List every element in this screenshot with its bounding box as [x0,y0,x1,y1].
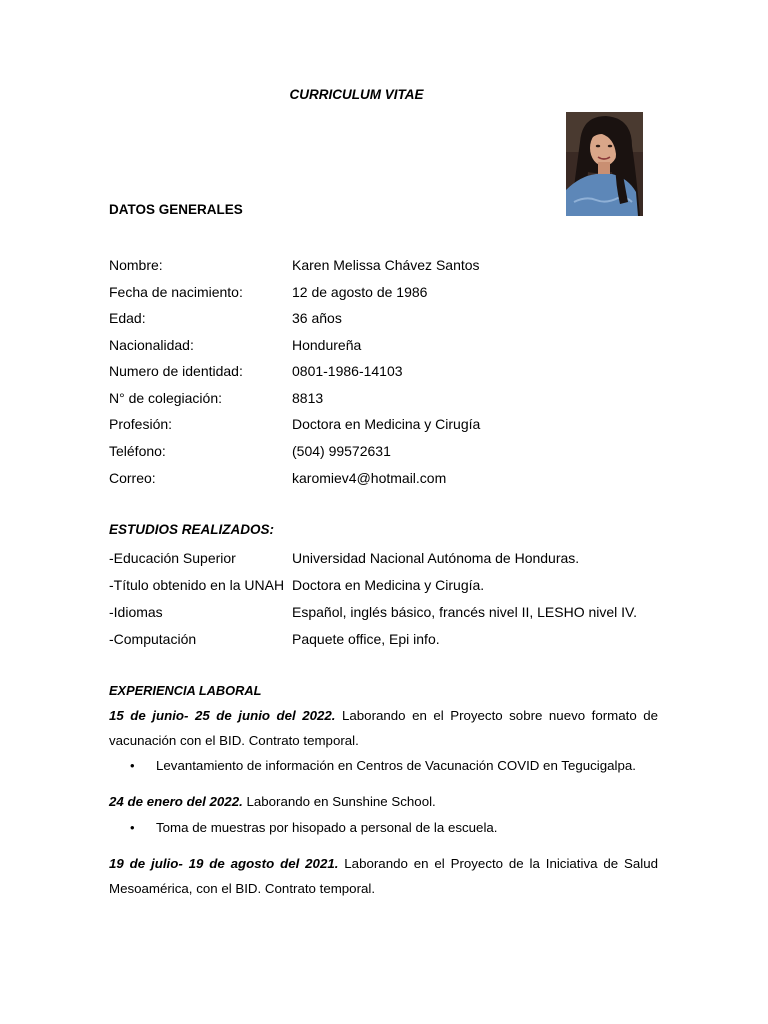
experiencia-date: 19 de julio- 19 de agosto del 2021. [109,856,339,871]
estudio-label: -Computación [109,631,197,647]
info-value: (504) 99572631 [292,443,391,459]
document-title: CURRICULUM VITAE [289,87,424,102]
info-label: Nombre: [109,257,163,273]
experiencia-heading: EXPERIENCIA LABORAL [109,683,262,698]
info-value: Doctora en Medicina y Cirugía [292,416,481,432]
info-label: Numero de identidad: [109,363,243,379]
info-label: Edad: [109,310,146,326]
info-value: 8813 [292,390,324,406]
bullet-icon: • [130,820,135,835]
info-value: Hondureña [292,337,362,353]
info-value: 0801-1986-14103 [292,363,403,379]
info-label: N° de colegiación: [109,390,222,406]
estudios-heading: ESTUDIOS REALIZADOS: [109,522,275,537]
experiencia-date: 24 de enero del 2022. [109,794,243,809]
datos-generales-heading: DATOS GENERALES [109,202,243,217]
estudio-label: -Educación Superior [109,550,236,566]
bullet-text: Toma de muestras por hisopado a personal de la escuela. [156,820,498,835]
experiencia-text: Laborando en Sunshine School. [242,794,436,809]
estudio-value: Español, inglés básico, francés nivel II, LESHO nivel IV. [292,604,637,620]
info-value: Karen Melissa Chávez Santos [292,257,480,273]
info-label: Teléfono: [109,443,166,459]
info-value: 36 años [292,310,342,326]
experiencia-entry-2 [109,789,658,814]
estudio-label: -Título obtenido en la UNAH [109,577,285,593]
estudio-value: Doctora en Medicina y Cirugía. [292,577,485,593]
experiencia-text: Laborando en el Proyecto sobre nuevo formato de vacunación con el BID. Contrato temporal. [109,708,658,748]
portrait-photo [566,112,643,216]
info-label: Nacionalidad: [109,337,194,353]
info-label: Correo: [109,470,156,486]
experiencia-entry-3 [109,851,658,901]
experiencia-date: 15 de junio- 25 de junio del 2022. [109,708,336,723]
info-value: karomiev4@hotmail.com [292,470,447,486]
info-label: Fecha de nacimiento: [109,284,243,300]
info-value: 12 de agosto de 1986 [292,284,428,300]
estudio-value: Universidad Nacional Autónoma de Honduras. [292,550,580,566]
estudio-label: -Idiomas [109,604,163,620]
info-label: Profesión: [109,416,173,432]
bullet-text: Levantamiento de información en Centros de Vacunación COVID en Tegucigalpa. [156,758,636,773]
bullet-icon: • [130,758,135,773]
portrait-photo-icon [566,112,643,216]
estudio-value: Paquete office, Epi info. [292,631,440,647]
experiencia-entry-1 [109,703,658,753]
experiencia-text: Laborando en el Proyecto de la Iniciativa de Salud Mesoamérica, con el BID. Contrato temporal. [109,856,659,896]
